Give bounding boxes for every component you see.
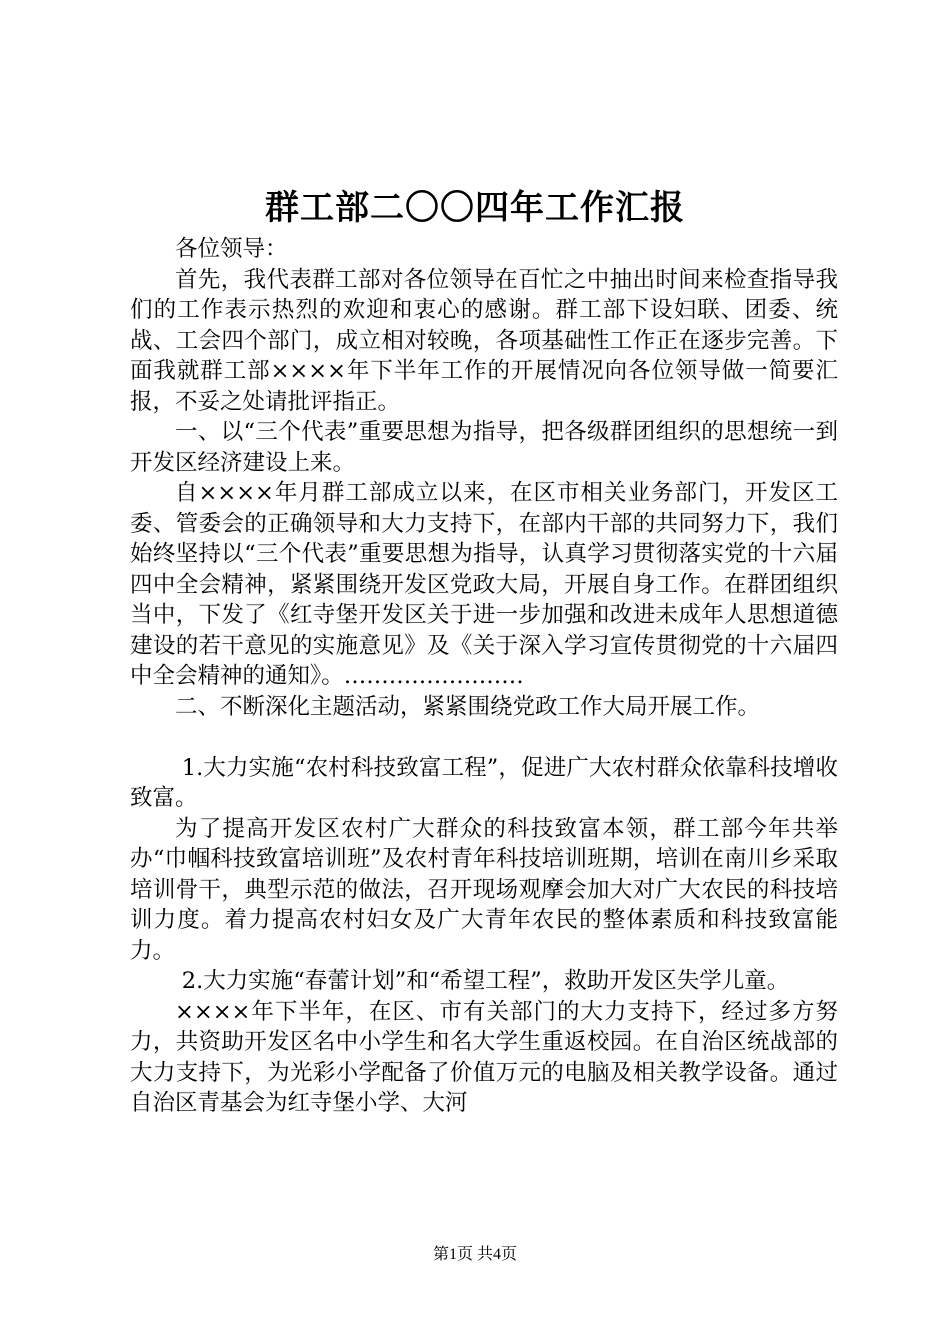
- page-footer: 第1页 共4页: [432, 1246, 517, 1263]
- body-paragraph: 自××××年月群工部成立以来，在区市相关业务部门，开发区工委、管委会的正确领导和大力支持下，在部内干部的共同努力下，我们始终坚持以“三个代表”重要思想为指导，认真学习贯彻落实党的十六届四中全会精神，紧紧围绕开发区党政大局，开展自身工作。在群团组织当中，下发了《红寺堡开发区关于进一步加强和改进未成年人思想道德建设的若干意见的实施意见》及《关于深入学习宣传贯彻党的十六届四中全会精神的通知》。……………………: [130, 480, 838, 689]
- salutation: 各位领导：: [175, 236, 288, 262]
- numbered-item: 2.大力实施“春蕾计划”和“希望工程”，救助开发区失学儿童。: [181, 968, 790, 994]
- section-heading: 一、以“三个代表”重要思想为指导，把各级群团组织的思想统一到开发区经济建设上来。: [130, 419, 838, 476]
- body-paragraph: 首先，我代表群工部对各位领导在百忙之中抽出时间来检查指导我们的工作表示热烈的欢迎和衷心的感谢。群工部下设妇联、团委、统战、工会四个部门，成立相对较晚，各项基础性工作正在逐步完善。下面我就群工部××××年下半年工作的开展情况向各位领导做一简要汇报，不妥之处请批评指正。: [130, 266, 838, 415]
- body-paragraph: 为了提高开发区农村广大群众的科技致富本领，群工部今年共举办“巾帼科技致富培训班”及农村青年科技培训班期，培训在南川乡采取培训骨干，典型示范的做法，召开现场观摩会加大对广大农民的科技培训力度。着力提高农村妇女及广大青年农民的整体素质和科技致富能力。: [130, 815, 838, 964]
- document-body: [130, 234, 838, 1119]
- section-heading: 二、不断深化主题活动，紧紧围绕党政工作大局开展工作。: [175, 693, 761, 720]
- numbered-item: 1.大力实施“农村科技致富工程”，促进广大农村群众依靠科技增收致富。: [130, 754, 838, 811]
- body-paragraph: ××××年下半年，在区、市有关部门的大力支持下，经过多方努力，共资助开发区名中小学生和名大学生重返校园。在自治区统战部的大力支持下，为光彩小学配备了价值万元的电脑及相关教学设备。通过自治区青基会为红寺堡小学、大河: [130, 998, 838, 1116]
- document-title: 群工部二〇〇四年工作汇报: [265, 188, 685, 228]
